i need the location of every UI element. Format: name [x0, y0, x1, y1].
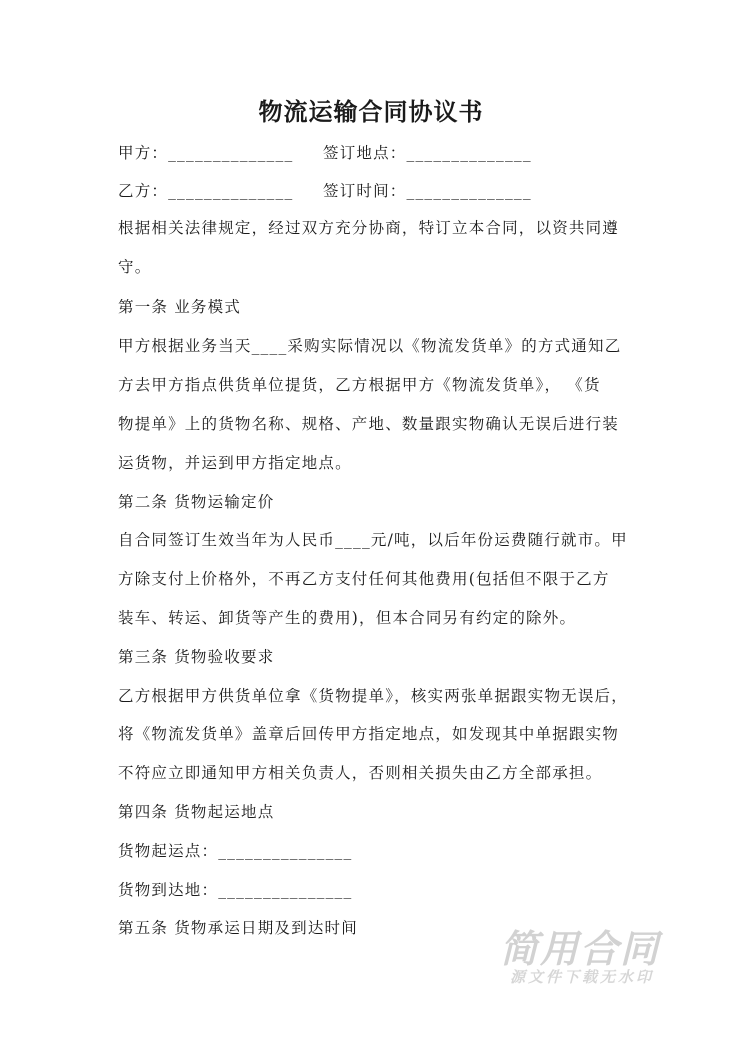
article3-line: 不符应立即通知甲方相关负责人，否则相关损失由乙方全部承担。: [118, 764, 603, 782]
article2-line: 方除支付上价格外，不再乙方支付任何其他费用(包括但不限于乙方: [118, 570, 610, 588]
intro-line: 根据相关法律规定，经过双方充分协商，特订立本合同，以资共同遵: [118, 219, 620, 237]
article3-line: 将《物流发货单》盖章后回传甲方指定地点，如发现其中单据跟实物: [118, 725, 620, 743]
party-a-field: 甲方：______________: [118, 144, 294, 162]
sign-time-field: 签订时间：______________: [323, 182, 532, 200]
article1-heading: 第一条 业务模式: [118, 298, 242, 316]
article2-heading: 第二条 货物运输定价: [118, 493, 275, 511]
destination-field: 货物到达地：_______________: [118, 881, 353, 899]
article3-line: 乙方根据甲方供货单位拿《货物提单》，核实两张单据跟实物无误后，: [118, 687, 628, 705]
intro-line: 守。: [118, 258, 152, 276]
article2-line: 自合同签订生效当年为人民币____元/吨，以后年份运费随行就市。甲: [118, 531, 628, 549]
watermark-brand: 简用合同: [500, 927, 661, 971]
article5-heading: 第五条 货物承运日期及到达时间: [118, 919, 358, 937]
party-b-field: 乙方：______________: [118, 182, 294, 200]
origin-field: 货物起运点：_______________: [118, 842, 353, 860]
watermark-slogan: 源文件下载无水印: [510, 968, 655, 986]
article1-line: 方去甲方指点供货单位提货，乙方根据甲方《物流发货单》， 《货: [118, 376, 601, 394]
article1-line: 甲方根据业务当天____采购实际情况以《物流发货单》的方式通知乙: [118, 337, 622, 355]
article1-line: 物提单》上的货物名称、规格、产地、数量跟实物确认无误后进行装: [118, 415, 620, 433]
article4-heading: 第四条 货物起运地点: [118, 803, 275, 821]
article3-heading: 第三条 货物验收要求: [118, 648, 275, 666]
sign-place-field: 签订地点：______________: [323, 144, 532, 162]
article1-line: 运货物，并运到甲方指定地点。: [118, 454, 352, 472]
document-title: 物流运输合同协议书: [258, 97, 484, 126]
article2-line: 装车、转运、卸货等产生的费用)，但本合同另有约定的除外。: [118, 609, 577, 627]
